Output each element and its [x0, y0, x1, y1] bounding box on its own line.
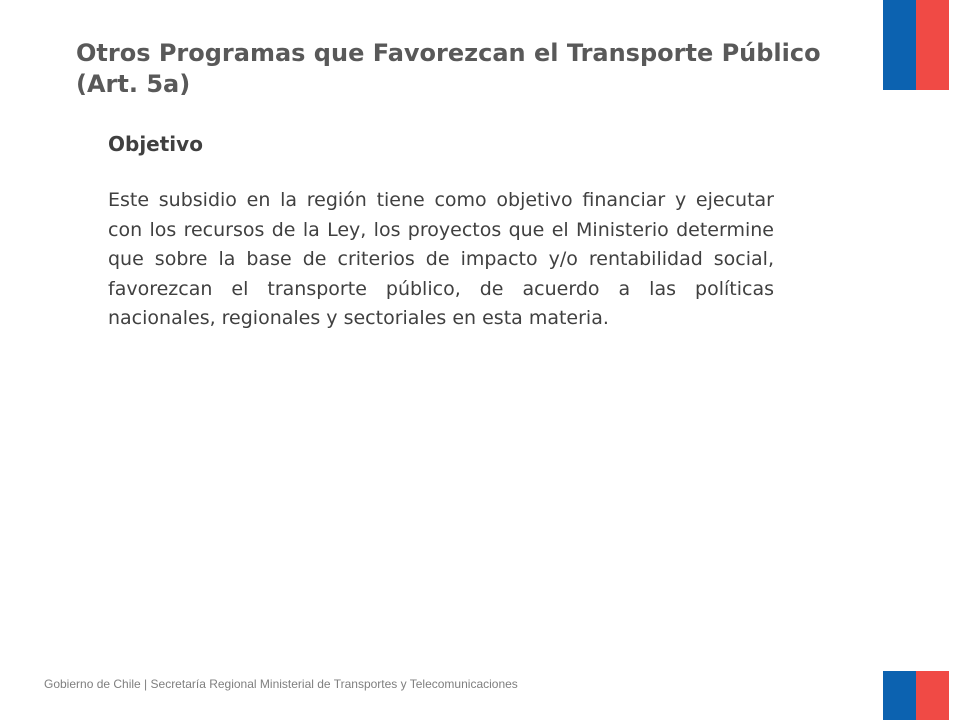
flag-blue-stripe	[883, 0, 916, 90]
flag-red-stripe	[916, 0, 949, 90]
chile-flag-stripe-top	[883, 0, 949, 90]
flag-blue-stripe	[883, 671, 916, 720]
slide-title: Otros Programas que Favorezcan el Transporte Público (Art. 5a)	[76, 39, 821, 98]
chile-flag-stripe-bottom	[883, 671, 949, 720]
flag-red-stripe	[916, 671, 949, 720]
footer-text: Gobierno de Chile | Secretaría Regional Ministerial de Transportes y Telecomunicaciones	[44, 677, 518, 691]
section-heading: Objetivo	[108, 132, 203, 156]
body-paragraph: Este subsidio en la región tiene como objetivo financiar y ejecutar con los recursos de la Ley, los proyectos que el Ministerio determine que sobre la base de criterios de impacto y/o rentabilidad social, favorezcan el transporte público, de acuerdo a las políticas nacionales, regionales y sectoriales en esta materia.	[108, 189, 774, 329]
